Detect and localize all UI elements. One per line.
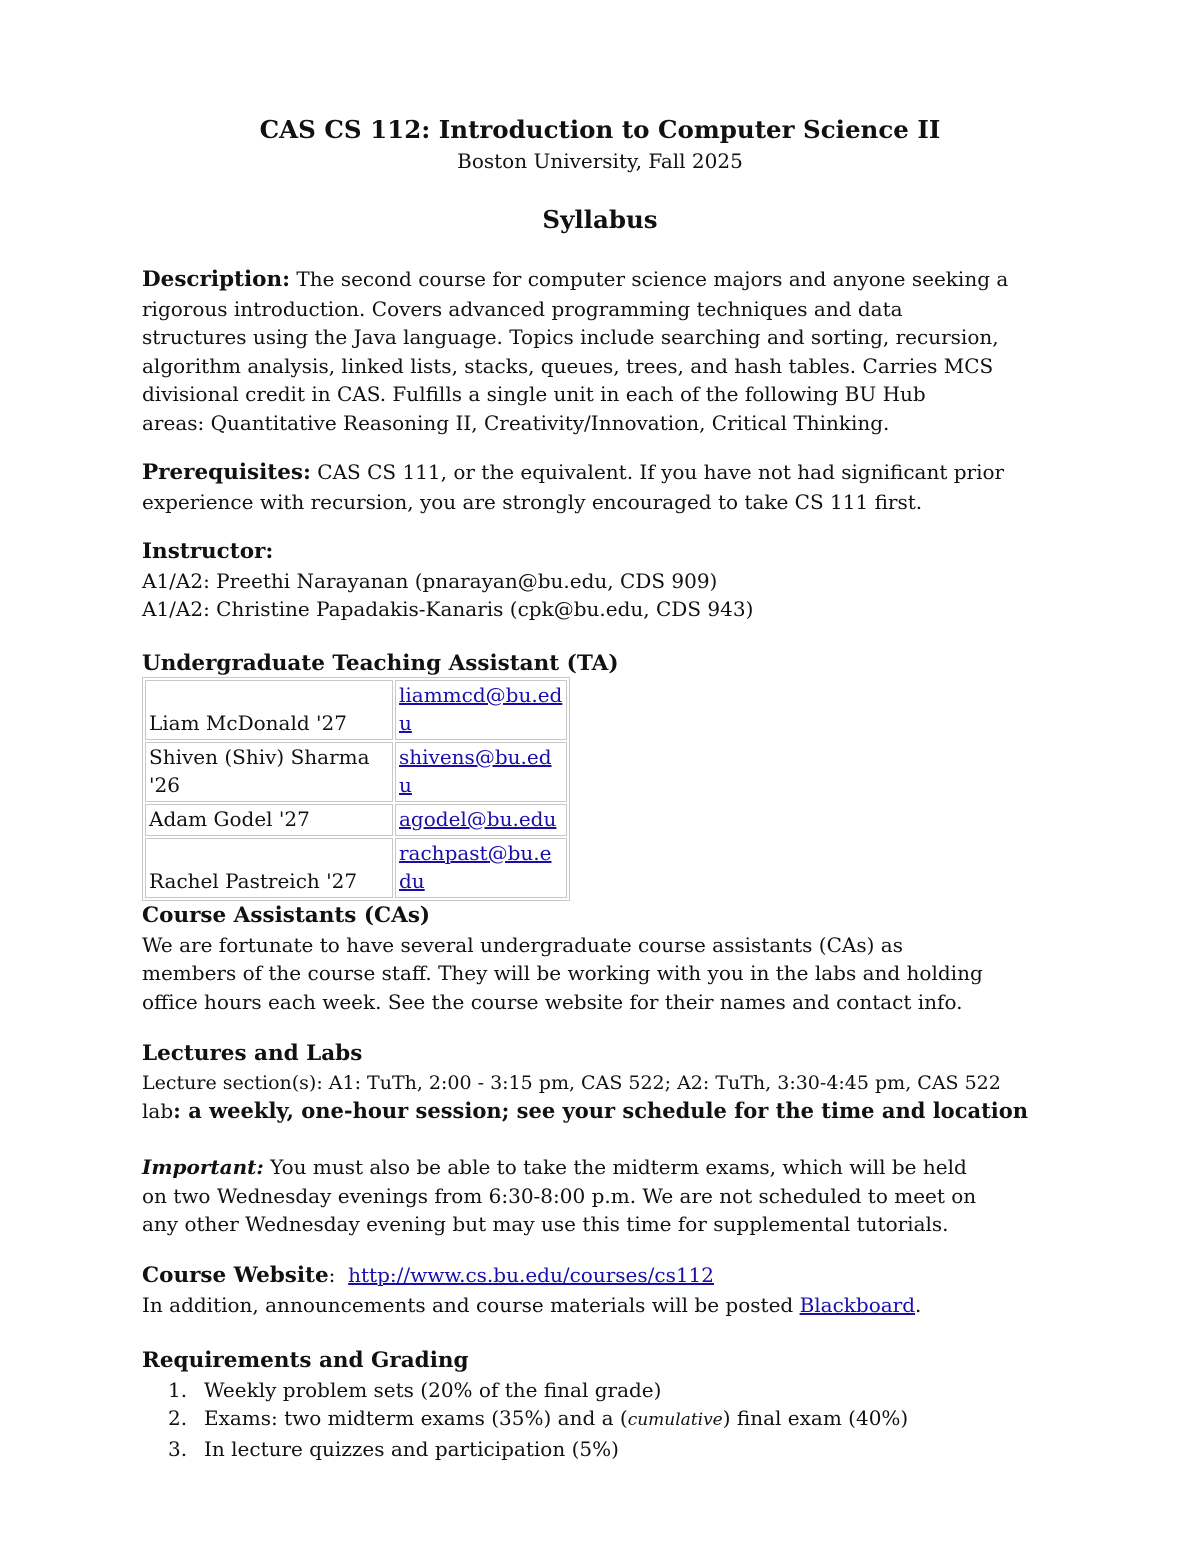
ta-name: Shiven (Shiv) Sharma '26 [145,742,393,802]
grading-section [142,1347,1062,1463]
prerequisites-section [142,458,1062,516]
ta-table [142,677,570,901]
ta-email-cell [395,742,567,802]
website-section [142,1261,1062,1319]
page-title: CAS CS 112: Introduction to Computer Science II [259,115,941,144]
list-number: 2. [168,1406,188,1430]
ta-name: Rachel Pastreich '27 [145,838,393,898]
prerequisites-line: experience with recursion, you are strongly encouraged to take CS 111 first. [142,489,923,514]
grading-heading: Requirements and Grading [142,1348,469,1373]
important-section [142,1153,1062,1239]
list-number: 1. [168,1377,188,1402]
lab-description: : a weekly, one-hour session; see your schedule for the time and location [173,1098,1029,1123]
list-item [142,1404,1062,1435]
prerequisites-line: CAS CS 111, or the equivalent. If you have not had significant prior [317,460,1005,484]
cas-line: members of the course staff. They will be working with you in the labs and holding [142,961,983,985]
important-line: any other Wednesday evening but may use this time for supplemental tutorials. [142,1212,949,1236]
important-line: You must also be able to take the midterm exams, which will be held [270,1155,967,1179]
cas-line: We are fortunate to have several undergraduate course assistants (CAs) as [142,932,903,957]
list-item [142,1376,1062,1405]
list-number: 3. [168,1436,188,1461]
prerequisites-label: Prerequisites: [142,460,311,485]
ta-email-link[interactable]: liammcd@bu.edu [399,683,563,735]
important-line: on two Wednesday evenings from 6:30-8:00 p.m. We are not scheduled to meet on [142,1183,977,1208]
ta-email-cell [395,804,567,836]
ta-heading: Undergraduate Teaching Assistant (TA) [142,651,619,676]
cas-line: office hours each week. See the course website for their names and contact info. [142,989,963,1014]
website-colon: : [328,1263,336,1287]
table-row [145,804,567,836]
ta-email-cell [395,680,567,740]
ta-email-link[interactable]: rachpast@bu.edu [399,841,552,893]
list-item [142,1435,1062,1464]
website-label: Course Website [142,1263,329,1288]
table-row [145,680,567,740]
grading-list [142,1376,1062,1464]
instructor-section [142,538,1062,624]
announcements-text: In addition, announcements and course materials will be posted [142,1292,800,1317]
description-line: structures using the Java language. Topics include searching and sorting, recursion, [142,325,999,349]
list-item-text: In lecture quizzes and participation (5%) [204,1436,619,1461]
cas-section [142,902,1062,1016]
lecture-sections-line: Lecture section(s): A1: TuTh, 2:00 - 3:15 pm, CAS 522; A2: TuTh, 3:30-4:45 pm, CAS 522 [142,1071,1001,1094]
important-label: Important: [142,1155,264,1179]
ta-email-link[interactable]: shivens@bu.edu [399,745,552,797]
instructor-heading: Instructor: [142,539,274,564]
table-row [145,742,567,802]
ta-email-cell [395,838,567,898]
syllabus-heading: Syllabus [542,205,658,234]
description-line: The second course for computer science majors and anyone seeking a [296,267,1009,291]
course-website-link[interactable]: http://www.cs.bu.edu/courses/cs112 [348,1263,714,1287]
page-subtitle: Boston University, Fall 2025 [457,149,743,173]
ta-name: Adam Godel '27 [145,804,393,836]
description-label: Description: [142,267,291,292]
table-row [145,838,567,898]
announcements-period: . [915,1292,922,1317]
ta-name: Liam McDonald '27 [145,680,393,740]
list-item-text: Weekly problem sets (20% of the final grade) [204,1377,662,1402]
lectures-heading: Lectures and Labs [142,1041,363,1066]
lab-prefix: lab [142,1099,174,1123]
cas-heading: Course Assistants (CAs) [142,903,431,928]
blackboard-link[interactable]: Blackboard [799,1292,916,1317]
instructor-line: A1/A2: Christine Papadakis-Kanaris (cpk@bu.edu, CDS 943) [142,597,754,621]
cumulative-emphasis: cumulative [627,1410,723,1430]
ta-email-link[interactable]: agodel@bu.edu [399,807,557,831]
description-line: algorithm analysis, linked lists, stacks, queues, trees, and hash tables. Carries MCS [142,353,994,378]
description-line: divisional credit in CAS. Fulfills a single unit in each of the following BU Hub [142,382,926,406]
description-line: areas: Quantitative Reasoning II, Creativity/Innovation, Critical Thinking. [142,410,890,435]
description-section [142,265,1062,437]
instructor-line: A1/A2: Preethi Narayanan (pnarayan@bu.edu, CDS 909) [142,568,718,593]
description-line: rigorous introduction. Covers advanced programming techniques and data [142,296,903,321]
list-item-text: Exams: two midterm exams (35%) and a ( [204,1406,628,1430]
ta-section [142,650,1062,679]
list-item-text: ) final exam (40%) [722,1406,909,1430]
lectures-section [142,1040,1062,1126]
